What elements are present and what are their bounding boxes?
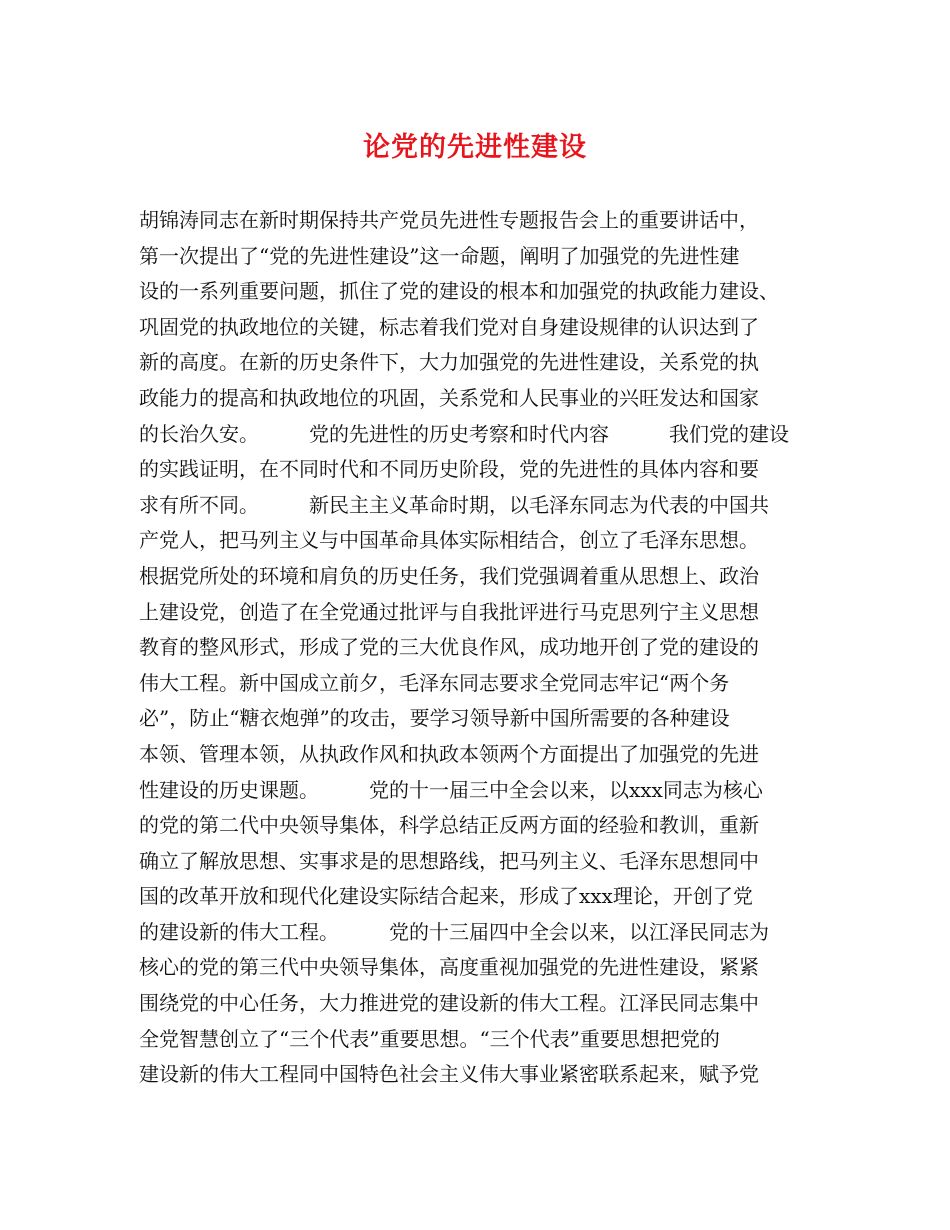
- body-line: 全党智慧创立了“三个代表”重要思想。“三个代表”重要思想把党的: [139, 1026, 720, 1051]
- body-line: 核心的党的第三代中央领导集体，高度重视加强党的先进性建设，紧紧: [139, 955, 759, 980]
- body-line: 伟大工程。新中国成立前夕，毛泽东同志要求全党同志牢记“两个务: [139, 670, 730, 695]
- body-line: 教育的整风形式，形成了党的三大优良作风，成功地开创了党的建设的: [139, 635, 759, 660]
- body-line: 性建设的历史课题。 党的十一届三中全会以来，以xxx同志为核心: [139, 777, 763, 802]
- body-line: 的长治久安。 党的先进性的历史考察和时代内容 我们党的建设: [139, 421, 789, 446]
- body-line: 巩固党的执政地位的关键，标志着我们党对自身建设规律的认识达到了: [139, 314, 759, 339]
- body-line: 的党的第二代中央领导集体，科学总结正反两方面的经验和教训，重新: [139, 813, 759, 838]
- body-line: 根据党所处的环境和肩负的历史任务，我们党强调着重从思想上、政治: [139, 563, 759, 588]
- body-line: 第一次提出了“党的先进性建设”这一命题，阐明了加强党的先进性建: [139, 243, 740, 268]
- body-line: 设的一系列重要问题，抓住了党的建设的根本和加强党的执政能力建设、: [139, 279, 779, 304]
- body-line: 政能力的提高和执政地位的巩固，关系党和人民事业的兴旺发达和国家: [139, 385, 759, 410]
- body-line: 求有所不同。 新民主主义革命时期，以毛泽东同志为代表的中国共: [139, 492, 769, 517]
- body-line: 的实践证明，在不同时代和不同历史阶段，党的先进性的具体内容和要: [139, 457, 759, 482]
- body-line: 的建设新的伟大工程。 党的十三届四中全会以来，以江泽民同志为: [139, 919, 769, 944]
- body-line: 确立了解放思想、实事求是的思想路线，把马列主义、毛泽东思想同中: [139, 848, 759, 873]
- body-line: 新的高度。在新的历史条件下，大力加强党的先进性建设，关系党的执: [139, 350, 759, 375]
- body-line: 本领、管理本领，从执政作风和执政本领两个方面提出了加强党的先进: [139, 741, 759, 766]
- body-line: 围绕党的中心任务，大力推进党的建设新的伟大工程。江泽民同志集中: [139, 991, 759, 1016]
- body-line: 上建设党，创造了在全党通过批评与自我批评进行马克思列宁主义思想: [139, 599, 759, 624]
- body-line: 胡锦涛同志在新时期保持共产党员先进性专题报告会上的重要讲话中，: [139, 208, 759, 232]
- document-title: 论党的先进性建设: [363, 132, 587, 163]
- document-body: [139, 203, 829, 1093]
- body-line: 必”，防止“糖衣炮弹”的攻击，要学习领导新中国所需要的各种建设: [139, 706, 730, 731]
- body-line: 国的改革开放和现代化建设实际结合起来，形成了xxx理论，开创了党: [139, 884, 753, 909]
- body-line: 建设新的伟大工程同中国特色社会主义伟大事业紧密联系起来，赋予党: [139, 1062, 759, 1087]
- body-line: 产党人，把马列主义与中国革命具体实际相结合，创立了毛泽东思想。: [139, 528, 759, 553]
